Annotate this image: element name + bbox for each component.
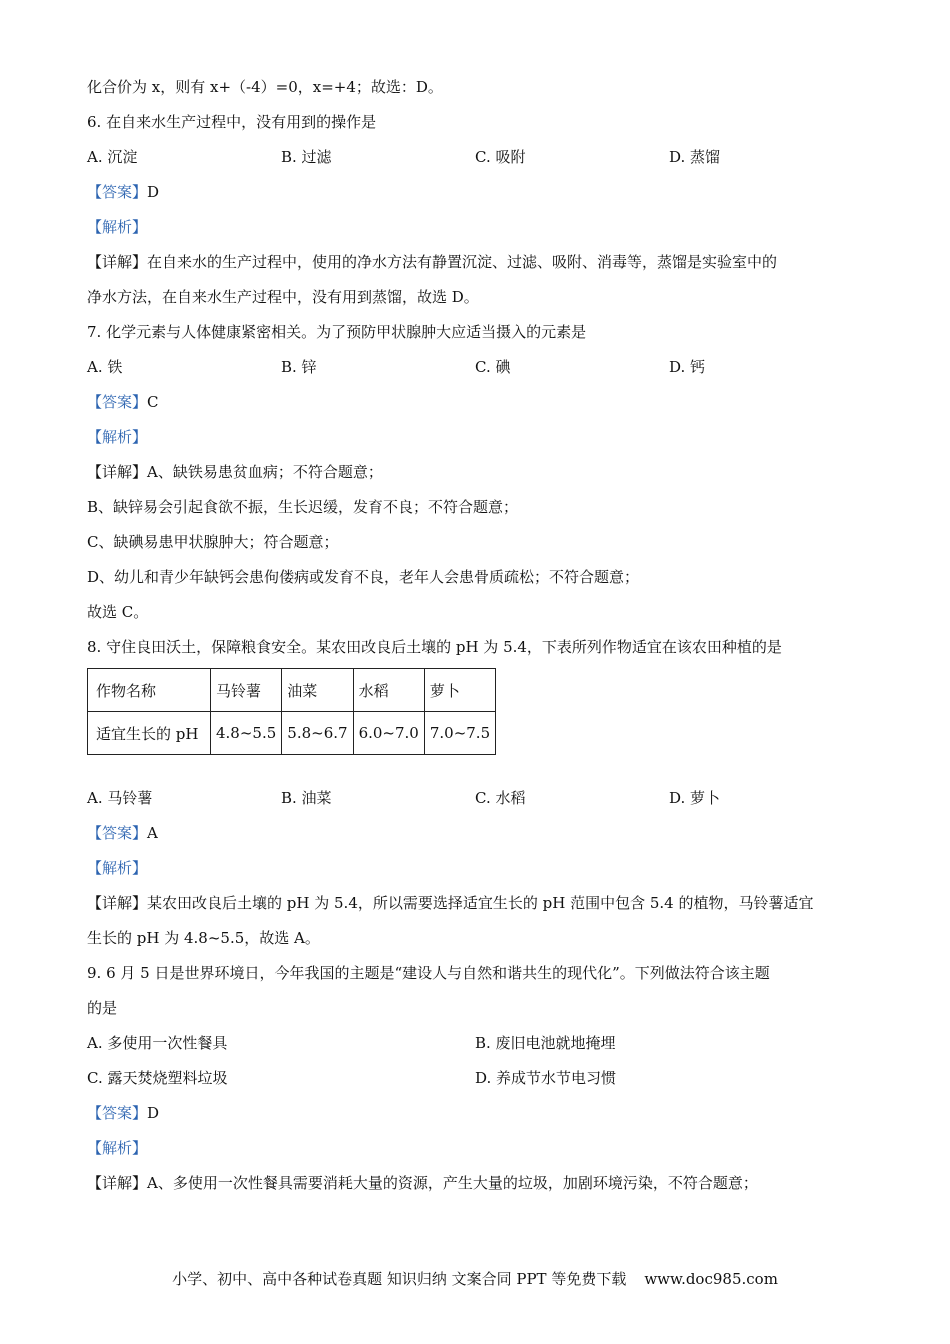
q7-stem: 7. 化学元素与人体健康紧密相关。为了预防甲状腺肿大应适当摄入的元素是 <box>87 323 587 341</box>
q7-detail-4: D、幼儿和青少年缺钙会患佝偻病或发育不良，老年人会患骨质疏松；不符合题意； <box>87 568 640 586</box>
table-cell: 适宜生长的 pH <box>88 712 211 755</box>
q6-detail-text: 在自来水的生产过程中，使用的净水方法有静置沉淀、过滤、吸附、消毒等，蒸馏是实验室中的 <box>147 253 778 271</box>
document-page <box>87 70 877 1201</box>
q7-answer-value: C <box>147 393 159 411</box>
q9-option-d: D. 养成节水节电习惯 <box>475 1069 617 1087</box>
q6-detail-2: 净水方法，在自来水生产过程中，没有用到蒸馏，故选 D。 <box>87 288 479 306</box>
q9-analysis <box>87 1131 877 1166</box>
footer-url[interactable]: www.doc985.com <box>644 1270 778 1288</box>
table-cell: 水稻 <box>353 669 424 712</box>
q7-option-c: C. 碘 <box>475 358 511 376</box>
q6-option-c: C. 吸附 <box>475 148 526 166</box>
q9-options-row-1 <box>87 1026 877 1061</box>
q6-detail-1 <box>87 245 877 280</box>
q6-analysis <box>87 210 877 245</box>
page-footer <box>0 1268 950 1289</box>
detail-tag: 【详解】 <box>87 894 148 912</box>
q8-option-b: B. 油菜 <box>281 789 332 807</box>
q9-answer-value: D <box>147 1104 160 1122</box>
q6-answer <box>87 175 877 210</box>
table-cell: 6.0~7.0 <box>353 712 424 755</box>
q7-detail-2: B、缺锌易会引起食欲不振，生长迟缓，发育不良；不符合题意； <box>87 498 519 516</box>
footer-text: 小学、初中、高中各种试卷真题 知识归纳 文案合同 PPT 等免费下载 <box>172 1270 627 1288</box>
table-cell: 4.8~5.5 <box>211 712 282 755</box>
answer-tag: 【答案】 <box>87 1104 148 1122</box>
q8-options <box>87 781 877 816</box>
q7-detail-1 <box>87 455 877 490</box>
q9-options-row-2 <box>87 1061 877 1096</box>
analysis-tag: 【解析】 <box>87 218 148 236</box>
q9-option-c: C. 露天焚烧塑料垃圾 <box>87 1069 228 1087</box>
q9-detail-text: A、多使用一次性餐具需要消耗大量的资源，产生大量的垃圾，加剧环境污染，不符合题意； <box>147 1174 758 1192</box>
answer-tag: 【答案】 <box>87 393 148 411</box>
q7-detail-3: C、缺碘易患甲状腺肿大；符合题意； <box>87 533 339 551</box>
q7-detail-5: 故选 C。 <box>87 603 149 621</box>
q8-detail-2: 生长的 pH 为 4.8~5.5，故选 A。 <box>87 929 320 947</box>
q7-option-d: D. 钙 <box>669 358 706 376</box>
answer-tag: 【答案】 <box>87 183 148 201</box>
q6-option-b: B. 过滤 <box>281 148 332 166</box>
q8-answer-value: A <box>147 824 158 842</box>
intro-line: 化合价为 x，则有 x+（-4）=0，x=+4；故选：D。 <box>87 78 443 96</box>
q6-options <box>87 140 877 175</box>
q9-detail-1 <box>87 1166 877 1201</box>
q9-answer <box>87 1096 877 1131</box>
q8-detail-1 <box>87 886 877 921</box>
detail-tag: 【详解】 <box>87 463 148 481</box>
q8-answer <box>87 816 877 851</box>
detail-tag: 【详解】 <box>87 253 148 271</box>
q7-option-a: A. 铁 <box>87 358 123 376</box>
q8-option-d: D. 萝卜 <box>669 789 721 807</box>
q6-option-a: A. 沉淀 <box>87 148 138 166</box>
table-row <box>88 712 496 755</box>
q9-stem-2: 的是 <box>87 999 118 1017</box>
q9-option-a: A. 多使用一次性餐具 <box>87 1034 228 1052</box>
q8-option-c: C. 水稻 <box>475 789 526 807</box>
q6-answer-value: D <box>147 183 160 201</box>
q8-stem: 8. 守住良田沃土，保障粮食安全。某农田改良后土壤的 pH 为 5.4，下表所列作物适宜在该农田种植的是 <box>87 638 782 656</box>
q8-option-a: A. 马铃薯 <box>87 789 153 807</box>
analysis-tag: 【解析】 <box>87 1139 148 1157</box>
q9-option-b: B. 废旧电池就地掩埋 <box>475 1034 616 1052</box>
q7-detail-text: A、缺铁易患贫血病；不符合题意； <box>147 463 383 481</box>
answer-tag: 【答案】 <box>87 824 148 842</box>
q8-table <box>87 668 496 755</box>
analysis-tag: 【解析】 <box>87 428 148 446</box>
table-cell: 萝卜 <box>424 669 495 712</box>
table-cell: 7.0~7.5 <box>424 712 495 755</box>
table-cell: 5.8~6.7 <box>282 712 353 755</box>
table-row <box>88 669 496 712</box>
table-cell: 作物名称 <box>88 669 211 712</box>
table-cell: 马铃薯 <box>211 669 282 712</box>
q6-stem: 6. 在自来水生产过程中，没有用到的操作是 <box>87 113 377 131</box>
q6-option-d: D. 蒸馏 <box>669 148 721 166</box>
q9-stem-1: 9. 6 月 5 日是世界环境日，今年我国的主题是“建设人与自然和谐共生的现代化”。下列做法符合该主题 <box>87 964 770 982</box>
detail-tag: 【详解】 <box>87 1174 148 1192</box>
analysis-tag: 【解析】 <box>87 859 148 877</box>
q8-analysis <box>87 851 877 886</box>
q8-detail-text: 某农田改良后土壤的 pH 为 5.4，所以需要选择适宜生长的 pH 范围中包含 5.4 的植物，马铃薯适宜 <box>147 894 814 912</box>
q7-answer <box>87 385 877 420</box>
q7-options <box>87 350 877 385</box>
table-cell: 油菜 <box>282 669 353 712</box>
q7-analysis <box>87 420 877 455</box>
q7-option-b: B. 锌 <box>281 358 317 376</box>
